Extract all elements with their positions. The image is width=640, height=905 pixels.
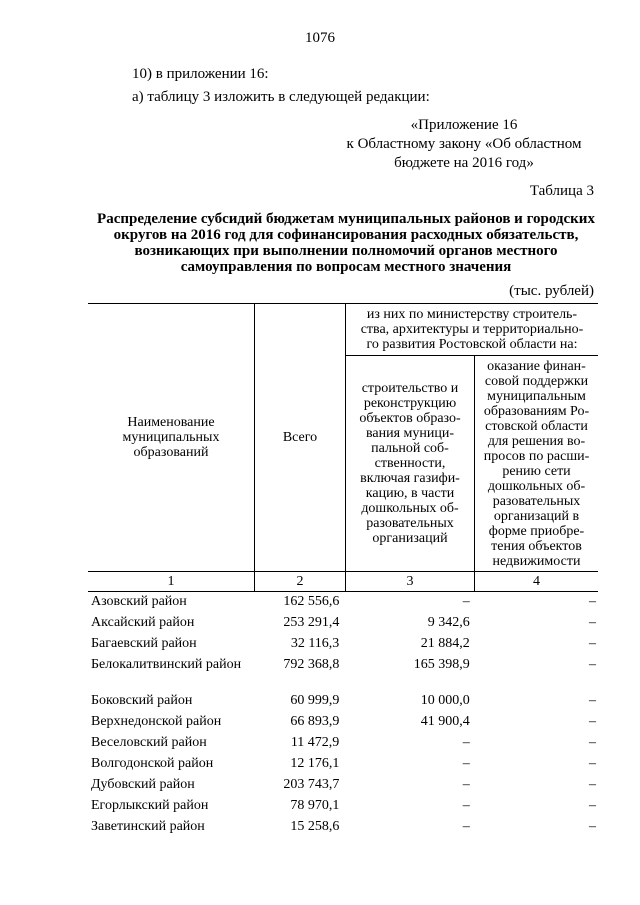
cell-name: Волгодонской район [91,756,214,771]
cell-name: Заветинский район [91,819,205,834]
page-number: 1076 [305,30,335,46]
table-row [88,615,598,636]
appendix-ref-line-3: бюджете на 2016 год» [394,155,534,171]
table-label: Таблица 3 [529,183,594,199]
title-line-1: Распределение субсидий бюджетам муниципальных районов и городских [97,211,595,227]
intro-line-2: а) таблицу 3 изложить в следующей редакции: [132,89,430,105]
cell-name: Багаевский район [91,636,197,651]
header-construction: строительство и реконструкцию объектов образо- вания муници- пальной соб- ственности, включая газифи- кацию, в части дошкольных об- разовательных организаций [346,356,475,572]
header-ministry: из них по министерству строитель- ства, архитектуры и территориально- го развития Ростовской области на: [346,304,599,356]
cell-construction: – [462,798,470,813]
cell-name: Азовский район [91,594,187,609]
column-number-3: 3 [346,572,475,592]
table-row [88,777,598,798]
table-row [88,714,598,735]
cell-total: 203 743,7 [283,777,340,792]
cell-name: Белокалитвинский район [91,657,242,672]
cell-total: 78 970,1 [290,798,340,813]
cell-total: 66 893,9 [290,714,340,729]
table-title [86,211,606,275]
title-line-3: возникающих при выполнении полномочий органов местного [134,243,558,259]
cell-construction: – [462,735,470,750]
cell-total: 162 556,6 [283,594,340,609]
cell-construction: – [462,756,470,771]
cell-construction: 21 884,2 [420,636,470,651]
cell-total: 11 472,9 [290,735,340,750]
cell-total: 12 176,1 [290,756,340,771]
cell-construction: – [462,819,470,834]
table-body [88,594,598,840]
table-row [88,819,598,840]
header-total: Всего [255,304,346,572]
cell-construction: 10 000,0 [420,693,470,708]
cell-name: Веселовский район [91,735,207,750]
cell-financial: – [589,657,596,672]
column-number-1: 1 [88,572,255,592]
column-number-4: 4 [475,572,599,592]
cell-financial: – [589,693,596,708]
cell-financial: – [589,735,596,750]
table-row [88,693,598,714]
cell-name: Егорлыкский район [91,798,209,813]
appendix-ref-line-1: «Приложение 16 [410,117,518,133]
cell-total: 253 291,4 [283,615,340,630]
cell-financial: – [589,594,596,609]
appendix-ref-line-2: к Областному закону «Об областном [346,136,582,152]
cell-financial: – [589,777,596,792]
cell-construction: 9 342,6 [427,615,470,630]
cell-construction: – [462,594,470,609]
table-row [88,735,598,756]
title-line-2: округов на 2016 год для софинансирования расходных обязательств, [113,227,579,243]
intro-line-1: 10) в приложении 16: [132,66,269,82]
cell-total: 792 368,8 [283,657,340,672]
cell-financial: – [589,819,596,834]
cell-name: Верхнедонской район [91,714,222,729]
table-row [88,657,598,693]
units-label: (тыс. рублей) [509,283,594,299]
cell-construction: – [462,777,470,792]
header-financial-support: оказание финан- совой поддержки муниципальным образованиям Ро- стовской области для решения во- просов по расши- рению сети дошкольных об- разовательных организаций в форме приобре- тения объектов недвижимости [475,356,599,572]
cell-financial: – [589,636,596,651]
cell-financial: – [589,756,596,771]
appendix-reference [334,116,594,173]
cell-name: Аксайский район [91,615,195,630]
cell-total: 60 999,9 [290,693,340,708]
cell-financial: – [589,798,596,813]
table-row [88,798,598,819]
cell-financial: – [589,615,596,630]
cell-financial: – [589,714,596,729]
header-name: Наименование муниципальных образований [88,304,255,572]
cell-total: 32 116,3 [290,636,340,651]
title-line-4: самоуправления по вопросам местного значения [180,259,512,275]
table-row [88,756,598,777]
cell-name: Боковский район [91,693,193,708]
column-number-2: 2 [255,572,346,592]
table-header [88,303,598,592]
cell-construction: 165 398,9 [413,657,470,672]
cell-construction: 41 900,4 [420,714,470,729]
table-row [88,594,598,615]
cell-total: 15 258,6 [290,819,340,834]
cell-name: Дубовский район [91,777,195,792]
table-rows [88,594,598,840]
table-row [88,636,598,657]
